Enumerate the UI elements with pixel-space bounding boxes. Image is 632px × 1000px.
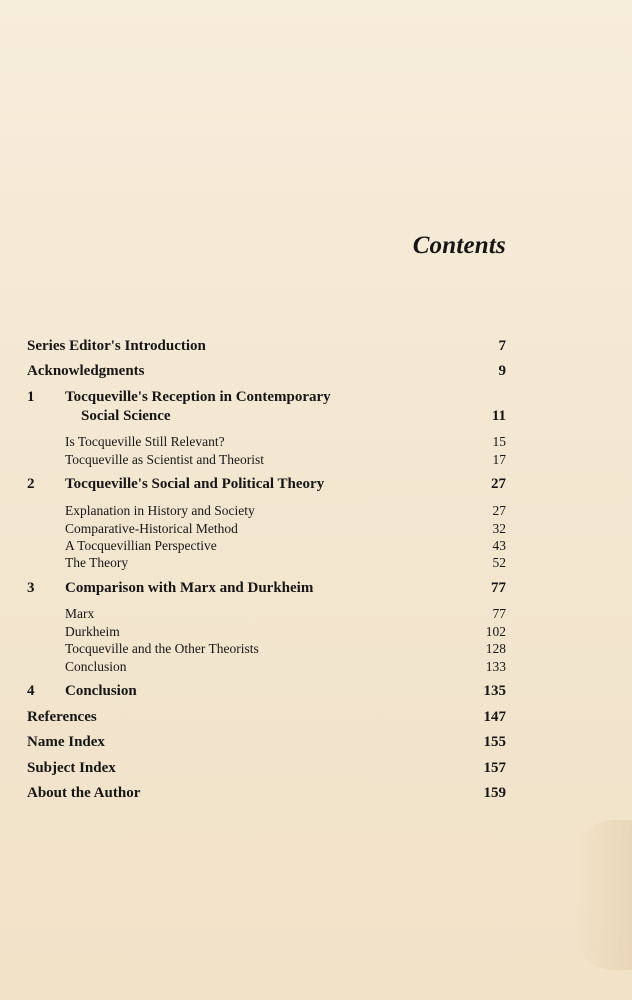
toc-entry-page: 157	[483, 760, 506, 776]
section-page: 77	[492, 606, 506, 621]
chapter-number: 4	[27, 683, 35, 699]
chapter-title: Conclusion	[65, 683, 137, 699]
section-page: 17	[492, 452, 506, 467]
toc-entry-page: 77	[491, 580, 506, 596]
section-page: 128	[485, 641, 506, 656]
section-page: 32	[492, 521, 506, 536]
toc-entry-page: 7	[498, 338, 506, 354]
toc-entry-label: Series Editor's Introduction	[27, 338, 206, 354]
toc-entry-page: 27	[491, 476, 506, 492]
chapter-title: Comparison with Marx and Durkheim	[65, 580, 314, 596]
section-title: Durkheim	[65, 624, 120, 639]
section-title: Is Tocqueville Still Relevant?	[65, 434, 225, 449]
section-page: 133	[485, 659, 506, 674]
section-page: 15	[492, 434, 506, 449]
toc-entry-page: 9	[498, 363, 506, 379]
section-title: Conclusion	[65, 659, 127, 674]
section-page: 27	[492, 503, 506, 518]
section-title: The Theory	[65, 555, 129, 570]
section-title: Explanation in History and Society	[65, 503, 255, 518]
page-edge-shadow	[574, 820, 632, 970]
toc-entry-page: 11	[491, 408, 506, 424]
section-title: Tocqueville as Scientist and Theorist	[65, 452, 265, 467]
chapter-title: Tocqueville's Reception in Contemporary	[65, 389, 331, 405]
page-title: Contents	[412, 232, 506, 259]
section-title: Comparative-Historical Method	[65, 521, 238, 536]
toc-entry-label: Subject Index	[27, 760, 116, 776]
toc-entry-label: References	[27, 709, 97, 725]
section-title: A Tocquevillian Perspective	[65, 538, 217, 553]
chapter-number: 1	[27, 389, 35, 405]
section-page: 102	[485, 624, 506, 639]
toc-entry-page: 147	[483, 709, 506, 725]
section-title: Tocqueville and the Other Theorists	[65, 641, 259, 656]
section-title: Marx	[65, 606, 95, 621]
chapter-title-line2: Social Science	[81, 408, 171, 424]
chapter-number: 2	[27, 476, 35, 492]
chapter-title: Tocqueville's Social and Political Theory	[65, 476, 325, 492]
toc-entry-page: 159	[483, 785, 506, 801]
toc-entry-page: 135	[483, 683, 506, 699]
toc-entry-label: About the Author	[27, 785, 141, 801]
section-page: 52	[492, 555, 506, 570]
section-page: 43	[492, 538, 506, 553]
toc-entry-page: 155	[483, 734, 506, 750]
chapter-number: 3	[27, 580, 35, 596]
toc-entry-label: Name Index	[27, 734, 105, 750]
toc-entry-label: Acknowledgments	[27, 363, 145, 379]
